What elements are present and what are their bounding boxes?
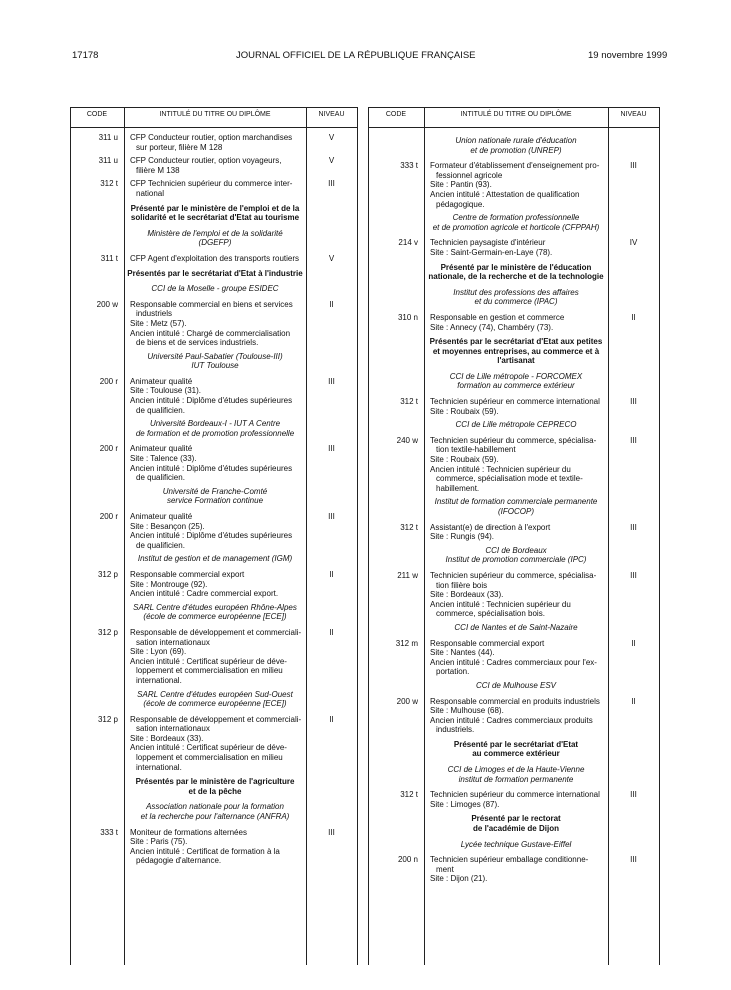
diploma-code: 200 w xyxy=(396,696,418,706)
heading-line: CCI de Limoges et de la Haute-Vienne xyxy=(447,765,585,775)
title-line: filière M 138 xyxy=(136,165,180,175)
diploma-code: 200 r xyxy=(99,444,118,454)
diploma-title xyxy=(424,436,608,494)
heading-line: solidarité et le secrétariat d'Etat au tourisme xyxy=(130,213,300,223)
heading-line: Centre de formation professionnelle xyxy=(452,213,580,223)
diploma-code: 312 t xyxy=(100,179,118,189)
organization-heading xyxy=(124,419,306,438)
title-line: sation internationaux xyxy=(136,724,210,734)
heading-line: de l'académie de Dijon xyxy=(473,824,559,834)
diploma-level: III xyxy=(328,827,335,837)
left-table-body xyxy=(70,133,358,870)
diploma-title xyxy=(424,790,608,809)
title-line: tion textile-habillement xyxy=(436,445,516,455)
page-number: 17178 xyxy=(72,50,99,61)
heading-line: et de la pêche xyxy=(188,786,242,796)
table-row xyxy=(70,254,358,264)
heading-line: Université Bordeaux-I - IUT A Centre xyxy=(149,419,281,429)
title-line: pédagogie d'alternance. xyxy=(136,856,222,866)
title-line: Technicien supérieur du commerce, spécialisa- xyxy=(430,570,597,580)
title-line: Responsable commercial export xyxy=(130,569,245,579)
diploma-code: 211 w xyxy=(397,570,418,580)
organization-heading xyxy=(124,554,306,564)
title-line: Formateur d'établissement d'enseignement pro- xyxy=(430,161,600,171)
title-line: de qualificien. xyxy=(136,405,185,415)
diploma-code: 240 w xyxy=(396,435,418,445)
title-line: Site : Pantin (93). xyxy=(430,180,492,190)
table-row xyxy=(70,133,358,152)
table-row xyxy=(70,512,358,550)
heading-line: (DGEFP) xyxy=(198,238,232,248)
diploma-level: III xyxy=(630,435,637,445)
diploma-code: 312 p xyxy=(97,569,118,579)
table-row xyxy=(70,179,358,198)
organization-heading xyxy=(124,352,306,371)
table-row xyxy=(368,523,660,542)
heading-line: CCI de la Moselle - groupe ESIDEC xyxy=(151,284,279,294)
title-line: international. xyxy=(136,762,182,772)
title-line: pédagogique. xyxy=(436,199,485,209)
diploma-level: V xyxy=(328,133,335,142)
heading-line: (IFOCOP) xyxy=(498,507,534,516)
heading-line: Présenté par le rectorat xyxy=(471,814,561,824)
diploma-code: 312 p xyxy=(97,714,118,724)
table-row xyxy=(368,571,660,619)
organization-heading xyxy=(424,840,608,850)
heading-line: Institut de gestion et de management (IGM) xyxy=(137,554,293,564)
diploma-title xyxy=(424,855,608,884)
diploma-code: 310 n xyxy=(397,312,418,322)
heading-line: et de promotion agricole et horticole (CFPPAH) xyxy=(432,222,600,232)
diploma-level: IV xyxy=(629,238,638,248)
table-row xyxy=(70,715,358,773)
right-table-column xyxy=(368,107,660,965)
title-line: CFP Conducteur routier, option voyageurs, xyxy=(130,156,282,166)
table-row xyxy=(70,570,358,599)
diploma-title xyxy=(124,377,306,415)
section-heading xyxy=(124,269,306,279)
title-line: Animateur qualité xyxy=(130,512,193,521)
diploma-title xyxy=(124,444,306,482)
heading-line: au commerce extérieur xyxy=(472,749,560,759)
heading-line: Présentés par le secrétariat d'Etat aux petites xyxy=(429,337,603,347)
heading-line: Présentés par le secrétariat d'Etat à l'industrie xyxy=(127,268,303,278)
organization-heading xyxy=(124,603,306,622)
diploma-title xyxy=(424,397,608,416)
title-line: Site : Bordeaux (33). xyxy=(130,733,204,743)
heading-line: CCI de Mulhouse ESV xyxy=(475,680,557,690)
title-line: CFP Conducteur routier, option marchandises xyxy=(130,133,293,142)
organization-heading xyxy=(424,288,608,307)
diploma-code: 311 u xyxy=(98,156,118,166)
organization-heading xyxy=(424,497,608,516)
diploma-code: 312 t xyxy=(400,790,418,800)
table-row xyxy=(368,436,660,494)
diploma-level: II xyxy=(631,312,636,322)
table-row xyxy=(368,790,660,809)
diploma-level: II xyxy=(329,299,334,309)
title-line: sur porteur, filière M 128 xyxy=(136,142,223,152)
section-heading xyxy=(424,814,608,833)
heading-line: CCI de Lille métropole - FORCOMEX xyxy=(449,371,583,381)
table-row xyxy=(368,397,660,416)
organization-heading xyxy=(424,681,608,691)
title-line: Moniteur de formations alternées xyxy=(130,827,247,837)
code-header: CODE xyxy=(385,111,407,118)
title-line: Site : Annecy (74), Chambéry (73). xyxy=(430,322,554,332)
heading-line: Institut de formation commerciale permanente xyxy=(434,497,598,507)
heading-line: SARL Centre d'études européen Rhône-Alpes xyxy=(133,602,297,612)
table-row xyxy=(70,156,358,175)
diploma-level: III xyxy=(328,444,335,454)
diploma-code: 311 t xyxy=(100,253,118,263)
heading-line: Présenté par le secrétariat d'Etat xyxy=(453,739,579,749)
title-line: Ancien intitulé : Technicien supérieur du xyxy=(430,464,571,474)
title-line: tion filière bois xyxy=(436,580,488,590)
heading-line: formation au commerce extérieur xyxy=(457,381,575,391)
title-line: Ancien intitulé : Cadre commercial export. xyxy=(130,589,279,599)
diploma-code: 333 t xyxy=(400,161,418,171)
heading-line: Union nationale rurale d'éducation xyxy=(455,136,577,145)
section-heading xyxy=(424,263,608,282)
heading-line: institut de formation permanente xyxy=(458,774,574,784)
title-line: Responsable en gestion et commerce xyxy=(430,312,565,322)
heading-line: Association nationale pour la formation xyxy=(146,802,284,812)
diploma-title xyxy=(124,715,306,773)
diploma-level: III xyxy=(630,855,637,865)
diploma-title xyxy=(424,313,608,332)
heading-line: (école de commerce européenne [ECE]) xyxy=(143,612,287,622)
diploma-code: 214 v xyxy=(398,238,418,248)
table-row xyxy=(368,238,660,257)
title-line: industriels xyxy=(136,309,173,319)
diploma-level: V xyxy=(328,156,335,166)
right-table-body xyxy=(368,133,660,888)
title-line: de biens et de services industriels. xyxy=(136,338,259,348)
diploma-title xyxy=(424,697,608,735)
diploma-title xyxy=(124,254,306,264)
heading-line: et la recherche pour l'alternance (ANFRA) xyxy=(140,812,290,822)
title-line: Site : Saint-Germain-en-Laye (78). xyxy=(430,247,553,257)
table-row xyxy=(70,444,358,482)
table-row xyxy=(70,300,358,348)
title-line: Ancien intitulé : Attestation de qualification xyxy=(430,189,580,199)
organization-heading xyxy=(124,802,306,821)
heading-line: Ministère de l'emploi et de la solidarité xyxy=(147,228,283,238)
diploma-title xyxy=(124,300,306,348)
title-line: Site : Limoges (87). xyxy=(430,799,500,809)
organization-heading xyxy=(124,284,306,294)
diploma-level: III xyxy=(630,161,637,171)
diploma-code: 200 w xyxy=(96,299,118,309)
title-line: Responsable commercial en biens et services xyxy=(130,299,293,309)
title-line: Site : Lyon (69). xyxy=(130,647,187,657)
diploma-title xyxy=(124,179,306,198)
title-line: Site : Besançon (25). xyxy=(130,521,205,531)
title-line: Site : Metz (57). xyxy=(130,318,187,328)
diploma-level: III xyxy=(328,179,335,189)
title-line: Ancien intitulé : Technicien supérieur du xyxy=(430,599,571,609)
title-line: sation internationaux xyxy=(136,637,210,647)
title-line: Site : Montrouge (92). xyxy=(130,579,208,589)
heading-line: Présentés par le ministère de l'agriculture xyxy=(135,777,295,787)
organization-heading xyxy=(424,420,608,430)
diploma-code: 333 t xyxy=(100,827,118,837)
title-line: Site : Roubaix (59). xyxy=(430,455,499,465)
title-line: fessionnel agricole xyxy=(436,170,503,180)
title-line: Site : Mulhouse (68). xyxy=(430,706,504,716)
title-line: industriels. xyxy=(436,725,475,735)
title-line: portation. xyxy=(436,667,470,677)
title-line: Technicien paysagiste d'intérieur xyxy=(430,238,546,248)
section-heading xyxy=(424,740,608,759)
diploma-level: II xyxy=(329,569,334,579)
title-line: Site : Toulouse (31). xyxy=(130,386,202,396)
heading-line: Institut de promotion commerciale (IPC) xyxy=(445,555,587,565)
table-row xyxy=(368,313,660,332)
diploma-level: II xyxy=(631,696,636,706)
title-line: loppement et commercialisation en milieu xyxy=(136,753,283,763)
heading-line: Université Paul-Sabatier (Toulouse-III) xyxy=(147,351,283,361)
organization-heading xyxy=(424,136,608,155)
title-line: Ancien intitulé : Cadres commerciaux produits xyxy=(430,715,593,725)
left-table-column xyxy=(70,107,358,965)
diploma-level: III xyxy=(630,570,637,580)
section-heading xyxy=(424,337,608,366)
diploma-code: 312 t xyxy=(400,522,418,532)
diploma-level: III xyxy=(328,376,335,386)
diploma-title xyxy=(424,639,608,677)
title-line: international. xyxy=(136,675,182,685)
diploma-level: III xyxy=(630,790,637,800)
title-line: Site : Paris (75). xyxy=(130,837,188,847)
heading-line: et moyennes entreprises, au commerce et à xyxy=(432,346,600,356)
title-line: Ancien intitulé : Diplôme d'études supérieures xyxy=(130,531,293,541)
section-heading xyxy=(124,204,306,223)
diploma-title xyxy=(424,161,608,209)
table-row xyxy=(368,697,660,735)
organization-heading xyxy=(124,690,306,709)
heading-line: Présenté par le ministère de l'éducation xyxy=(440,262,592,272)
organization-heading xyxy=(424,372,608,391)
organization-heading xyxy=(424,213,608,232)
title-line: Site : Dijon (21). xyxy=(430,874,488,884)
diploma-code: 312 m xyxy=(395,638,418,648)
title-line: Ancien intitulé : Certificat de formation à la xyxy=(130,846,280,856)
title-line: commerce, spécialisation mode et textile- xyxy=(436,474,583,484)
title-line: Technicien supérieur en commerce international xyxy=(430,397,600,407)
table-row xyxy=(70,377,358,415)
heading-line: et du commerce (IPAC) xyxy=(474,297,558,307)
diploma-title xyxy=(124,570,306,599)
diploma-code: 312 t xyxy=(400,397,418,407)
heading-line: (école de commerce européenne [ECE]) xyxy=(143,699,287,709)
table-row xyxy=(70,628,358,686)
heading-line: Université de Franche-Comté xyxy=(162,486,268,496)
title-line: Ancien intitulé : Diplôme d'études supérieures xyxy=(130,396,293,406)
title-line: Responsable de développement et commerciali- xyxy=(130,714,302,724)
heading-line: et de promotion (UNREP) xyxy=(470,145,562,155)
diploma-title xyxy=(424,238,608,257)
title-line: Animateur qualité xyxy=(130,444,193,454)
diploma-title xyxy=(124,133,306,152)
heading-line: nationale, de la recherche et de la technologie xyxy=(428,272,604,282)
table-row xyxy=(368,639,660,677)
heading-line: de formation et de promotion professionnelle xyxy=(135,428,295,438)
diploma-title xyxy=(424,571,608,619)
diploma-title xyxy=(424,523,608,542)
diploma-code: 200 r xyxy=(99,376,118,386)
heading-line: l'artisanat xyxy=(497,356,535,366)
heading-line: CCI de Bordeaux xyxy=(485,545,547,555)
diploma-code: 200 n xyxy=(397,855,418,865)
title-line: ment xyxy=(436,864,454,874)
organization-heading xyxy=(424,546,608,565)
heading-line: Présenté par le ministère de l'emploi et de la xyxy=(130,203,300,213)
organization-heading xyxy=(124,229,306,248)
title-line: Technicien supérieur du commerce, spécialisa- xyxy=(430,435,597,445)
diploma-title xyxy=(124,828,306,866)
title-line: CFP Technicien supérieur du commerce inter- xyxy=(130,179,293,189)
organization-heading xyxy=(124,487,306,506)
organization-heading xyxy=(424,765,608,784)
title-line: Ancien intitulé : Certificat supérieur de déve- xyxy=(130,743,287,753)
heading-line: Institut des professions des affaires xyxy=(453,287,579,297)
title-line: Site : Roubaix (59). xyxy=(430,406,499,416)
journal-title: JOURNAL OFFICIEL DE LA RÉPUBLIQUE FRANÇAISE xyxy=(236,50,476,61)
title-line: CFP Agent d'exploitation des transports routiers xyxy=(130,253,300,263)
diploma-code: 311 u xyxy=(98,133,118,142)
diploma-level: II xyxy=(329,627,334,637)
level-header: NIVEAU xyxy=(318,111,345,118)
diploma-code: 200 r xyxy=(99,512,118,521)
organization-heading xyxy=(424,623,608,633)
title-line: Ancien intitulé : Cadres commerciaux pour l'ex- xyxy=(430,657,597,667)
title-line: Ancien intitulé : Chargé de commercialisation xyxy=(130,328,291,338)
diploma-level: III xyxy=(630,397,637,407)
title-line: Responsable de développement et commerciali- xyxy=(130,627,302,637)
diploma-title xyxy=(124,512,306,550)
diploma-level: III xyxy=(328,512,335,521)
title-header: INTITULÉ DU TITRE OU DIPLÔME xyxy=(460,111,572,118)
title-line: commerce, spécialisation bois. xyxy=(436,609,545,619)
title-line: loppement et commercialisation en milieu xyxy=(136,666,283,676)
title-line: Responsable commercial en produits industriels xyxy=(430,696,600,706)
section-heading xyxy=(124,777,306,796)
title-line: Ancien intitulé : Certificat supérieur de déve- xyxy=(130,656,287,666)
diploma-title xyxy=(124,156,306,175)
title-line: national xyxy=(136,188,165,198)
title-line: Site : Rungis (94). xyxy=(430,532,495,542)
heading-line: CCI de Nantes et de Saint-Nazaire xyxy=(454,622,578,632)
diploma-level: III xyxy=(630,522,637,532)
title-line: de qualificien. xyxy=(136,540,185,550)
title-line: Site : Nantes (44). xyxy=(430,648,495,658)
heading-line: CCI de Lille métropole CEPRECO xyxy=(455,420,577,430)
title-line: habillement. xyxy=(436,483,480,493)
table-row xyxy=(368,161,660,209)
heading-line: Lycée technique Gustave-Eiffel xyxy=(460,839,572,849)
code-header: CODE xyxy=(86,111,108,118)
diploma-title xyxy=(124,628,306,686)
title-line: Technicien supérieur emballage conditionne- xyxy=(430,855,589,865)
diploma-level: II xyxy=(329,714,334,724)
title-line: de qualificien. xyxy=(136,473,185,483)
heading-line: SARL Centre d'études européen Sud-Ouest xyxy=(137,689,293,699)
title-line: Site : Talence (33). xyxy=(130,454,197,464)
title-header: INTITULÉ DU TITRE OU DIPLÔME xyxy=(159,111,271,118)
level-header: NIVEAU xyxy=(620,111,647,118)
table-row xyxy=(368,855,660,884)
title-line: Assistant(e) de direction à l'export xyxy=(430,522,551,532)
title-line: Responsable commercial export xyxy=(430,638,545,648)
heading-line: IUT Toulouse xyxy=(191,361,239,371)
diploma-code: 312 p xyxy=(97,627,118,637)
heading-line: service Formation continue xyxy=(166,496,264,506)
table-row xyxy=(70,828,358,866)
title-line: Animateur qualité xyxy=(130,376,193,386)
title-line: Ancien intitulé : Diplôme d'études supérieures xyxy=(130,463,293,473)
diploma-level: II xyxy=(631,638,636,648)
issue-date: 19 novembre 1999 xyxy=(588,50,668,61)
title-line: Site : Bordeaux (33). xyxy=(430,590,504,600)
title-line: Technicien supérieur du commerce international xyxy=(430,790,600,800)
diploma-level: V xyxy=(328,253,335,263)
